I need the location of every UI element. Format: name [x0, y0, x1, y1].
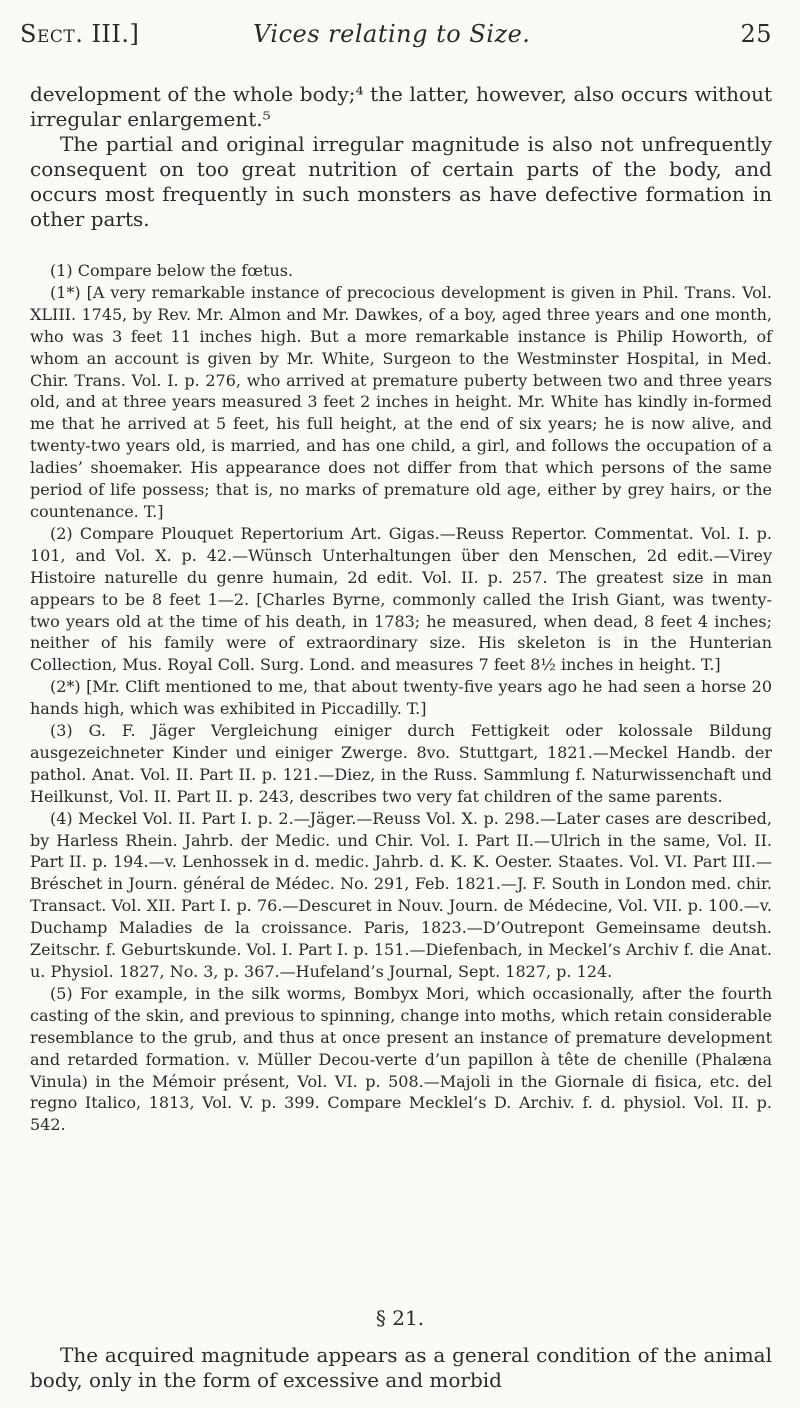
header-title: Vices relating to Size. — [253, 20, 531, 48]
footnote: (3) G. F. Jäger Vergleichung einiger durch Fettigkeit oder kolossale Bildung ausgezeichneter Kinder und einiger Zwerge. 8vo. Stuttgart, 1821.—Meckel Handb. der pathol. Anat. Vol. II. Part II. p. 121.—Diez, in the Russ. Sammlung f. Naturwissenchaft und Heilkunst, Vol. II. Part II. p. 243, describes two very fat children of the same parents. — [30, 721, 772, 806]
footnote: (1*) [A very remarkable instance of precocious development is given in Phil. Trans. Vol. XLIII. 1745, by Rev. Mr. Almon and Mr. Dawkes, of a boy, aged three years and one month, who was 3 feet 11 inches high. But a more remarkable instance is Philip Howorth, of whom an account is given by Mr. White, Surgeon to the Westminster Hospital, in Med. Chir. Trans. Vol. I. p. 276, who arrived at premature puberty between two and three years old, and at three years measured 3 feet 2 inches in height. Mr. White has kindly in-formed me that he arrived at 5 feet, his full height, at the end of six years; he is now alive, and twenty-two years old, is married, and has one child, a girl, and follows the occupation of a ladies’ shoemaker. His appearance does not differ from that which persons of the same period of life possess; that is, no marks of premature old age, either by grey hairs, or the countenance. T.] — [30, 282, 772, 521]
body-paragraph-1: development of the whole body;⁴ the latter, however, also occurs without irregular enlargement.⁵ — [30, 82, 772, 131]
footnote: (2) Compare Plouquet Repertorium Art. Gigas.—Reuss Repertor. Commentat. Vol. I. p. 101, and Vol. X. p. 42.—Wünsch Unterhaltungen über den Menschen, 2d edit.—Virey Histoire naturelle du genre humain, 2d edit. Vol. II. p. 257. The greatest size in man appears to be 8 feet 1—2. [Charles Byrne, commonly called the Irish Giant, was twenty-two years old at the time of his death, in 1783; he measured, when dead, 8 feet 4 inches; neither of his family were of extraordinary size. His skeleton is in the Hunterian Collection, Mus. Royal Coll. Surg. Lond. and measures 7 feet 8½ inches in height. T.] — [30, 523, 772, 675]
section-paragraph: The acquired magnitude appears as a general condition of the animal body, only in the form of excessive and morbid — [30, 1343, 772, 1392]
footnotes — [30, 260, 772, 1136]
header-section: Sect. III.] — [20, 20, 140, 48]
section-text — [30, 1343, 772, 1393]
page-number: 25 — [740, 20, 772, 48]
footnote: (1) Compare below the fœtus. — [50, 261, 294, 280]
footnote: (2*) [Mr. Clift mentioned to me, that about twenty-five years ago he had seen a horse 20 hands high, which was exhibited in Piccadilly. T.] — [30, 677, 772, 719]
footnote: (4) Meckel Vol. II. Part I. p. 2.—Jäger.—Reuss Vol. X. p. 298.—Later cases are described, by Harless Rhein. Jahrb. der Medic. und Chir. Vol. I. Part II.—Ulrich in the same, Vol. II. Part II. p. 194.—v. Lenhossek in d. medic. Jahrb. d. K. K. Oester. Staates. Vol. VI. Part III.—Bréschet in Journ. général de Médec. No. 291, Feb. 1821.—J. F. South in London med. chir. Transact. Vol. XII. Part I. p. 76.—Descuret in Nouv. Journ. de Médecine, Vol. VII. p. 100.—v. Duchamp Maladies de la croissance. Paris, 1823.—D’Outrepont Gemeinsame deutsh. Zeitschr. f. Geburtskunde. Vol. I. Part I. p. 151.—Diefenbach, in Meckel’s Archiv f. die Anat. u. Physiol. 1827, No. 3, p. 367.—Hufeland’s Journal, Sept. 1827, p. 124. — [30, 808, 772, 981]
section-heading: § 21. — [375, 1306, 425, 1330]
running-header — [20, 20, 772, 52]
footnote: (5) For example, in the silk worms, Bombyx Mori, which occasionally, after the fourth casting of the skin, and previous to spinning, change into moths, which retain considerable resemblance to the grub, and thus at once present an instance of premature development and retarded formation. v. Müller Decou-verte d’un papillon à tête de chenille (Phalæna Vinula) in the Mémoir présent, Vol. VI. p. 508.—Majoli in the Giornale di fisica, etc. del regno Italico, 1813, Vol. V. p. 399. Compare Mecklel’s D. Archiv. f. d. physiol. Vol. II. p. 542. — [30, 983, 772, 1135]
main-text — [30, 82, 772, 232]
body-paragraph-2: The partial and original irregular magnitude is also not unfrequently consequent on too great nutrition of certain parts of the body, and occurs most frequently in such monsters as have defective formation in other parts. — [30, 132, 772, 231]
